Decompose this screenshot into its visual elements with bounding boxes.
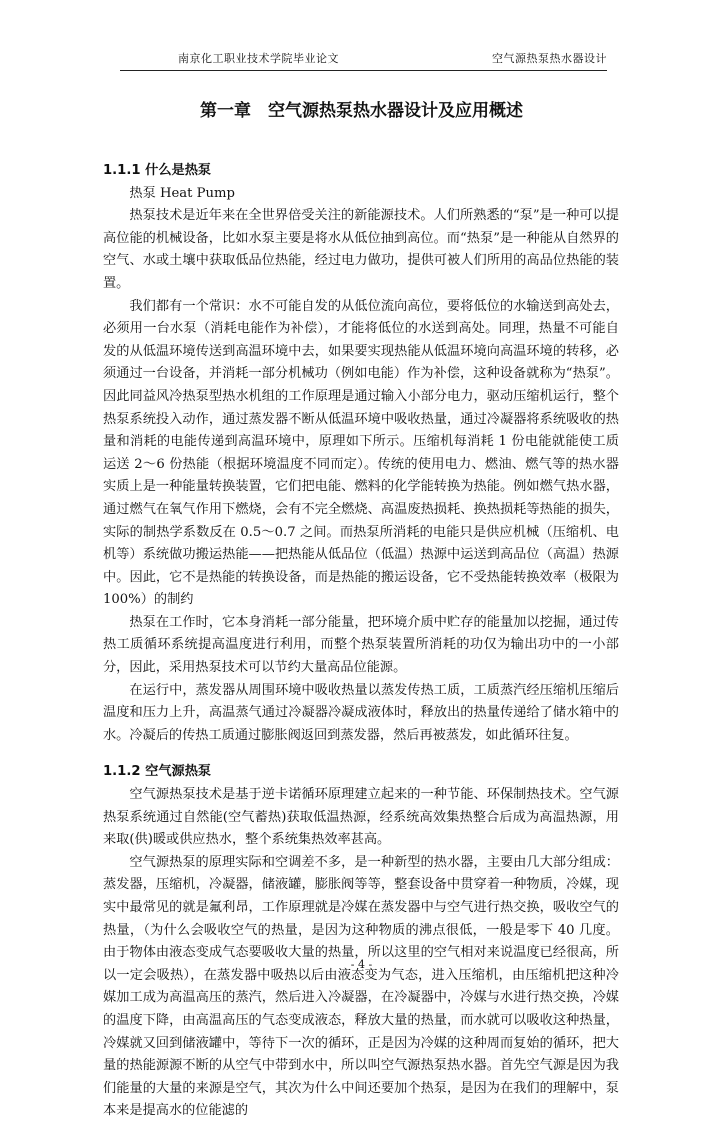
section-subtitle: 热泵 Heat Pump [129, 185, 235, 201]
paragraph: 热泵在工作时，它本身消耗一部分能量，把环境介质中贮存的能量加以挖掘，通过传热工质循环系统提高温度进行利用，而整个热泵装置所消耗的功仅为输出功中的一小部分，因此，采用热泵技术可以节约大量高品位能源。 [103, 614, 619, 676]
header-school-title: 南京化工职业技术学院毕业论文 [178, 52, 339, 65]
paragraph: 空气源热泵技术是基于逆卡诺循环原理建立起来的一种节能、环保制热技术。空气源热泵系统通过自然能(空气蓄热)获取低温热源，经系统高效集热整合后成为高温热源，用来取(供)暖或供应热水，整个系统集热效率甚高。 [103, 787, 619, 848]
section-heading-1-1-2: 1.1.2 空气源热泵 [103, 764, 212, 780]
paragraph: 热泵技术是近年来在全世界倍受关注的新能源技术。人们所熟悉的“泵”是一种可以提高位能的机械设备，比如水泵主要是将水从低位抽到高位。而“热泵”是一种能从自然界的空气、水或土壤中获取低品位热能，经过电力做功，提供可被人们所用的高品位热能的装置。 [103, 208, 619, 291]
header-thesis-title: 空气源热泵热水器设计 [492, 52, 607, 65]
running-header [120, 50, 607, 71]
paragraph: 空气源热泵的原理实际和空调差不多，是一种新型的热水器，主要由几大部分组成：蒸发器，压缩机，冷凝器，储液罐，膨胀阀等等，整套设备中贯穿着一种物质，冷媒，现实中最常见的就是氟利昂，工作原理就是冷媒在蒸发器中与空气进行热交换，吸收空气的热量，（为什么会吸收空气的热量，是因为这种物质的沸点很低，一般是零下 40 几度。由于物体由液态变成气态要吸收大量的热量，所以这里的空气相对来说温度已经很高，所以一定会吸热），在蒸发器中吸热以后由液态变为气态，进入压缩机，由压缩机把这种冷媒加工成为高温高压的蒸汽，然后进入冷凝器，在冷凝器中，冷媒与水进行热交换，冷媒的温度下降，由高温高压的气态变成液态，释放大量的热量，而水就可以吸收这种热量，冷媒就又回到储液罐中，等待下一次的循环，正是因为冷媒的这种周而复始的循环，把大量的热能源源不断的从空气中带到水中，所以叫空气源热泵热水器。首先空气源是因为我们能量的大量的来源是空气，其次为什么中间还要加个热泵，是因为在我们的理解中，泵本来是提高水的位能滤的 [103, 854, 619, 1119]
paragraph: 我们都有一个常识：水不可能自发的从低位流向高位，要将低位的水输送到高处去，必须用一台水泵（消耗电能作为补偿），才能将低位的水送到高处。同理，热量不可能自发的从低温环境传送到高温环境中去，如果要实现热能从低温环境向高温环境的转移，必须通过一台设备，并消耗一部分机械功（例如电能）作为补偿，这种设备就称为“热泵”。因此同益风冷热泵型热水机组的工作原理是通过输入小部分电力，驱动压缩机运行，整个热泵系统投入动作，通过蒸发器不断从低温环境中吸收热量，通过冷凝器将系统吸收的热量和消耗的电能传递到高温环境中，原理如下所示。压缩机每消耗 1 份电能就能使工质运送 2～6 份热能（根据环境温度不同而定）。传统的使用电力、燃油、燃气等的热水器实质上是一种能量转换装置，它们把电能、燃料的化学能转换为热能。例如燃气热水器，通过燃气在氧气作用下燃烧，会有不完全燃烧、高温废热损耗、换热损耗等热能的损失，实际的制热学系数反在 0.5～0.7 之间。而热泵所消耗的电能只是供应机械（压缩机、电机等）系统做功搬运热能——把热能从低品位（低温）热源中运送到高品位（高温）热源中。因此，它不是热能的转换设备，而是热能的搬运设备，它不受热能转换效率（极限为 100%）的制约 [103, 298, 619, 608]
paragraph: 在运行中，蒸发器从周围环境中吸收热量以蒸发传热工质，工质蒸汽经压缩机压缩后温度和压力上升，高温蒸气通过冷凝器冷凝成液体时，释放出的热量传递给了储水箱中的水。冷凝后的传热工质通过膨胀阀返回到蒸发器，然后再被蒸发，如此循环往复。 [103, 682, 619, 743]
chapter-title: 第一章 空气源热泵热水器设计及应用概述 [200, 101, 523, 121]
section-heading-1-1-1: 1.1.1 什么是热泵 [103, 163, 212, 178]
page-number: - 4 - [350, 958, 373, 971]
main-text [103, 160, 619, 1123]
